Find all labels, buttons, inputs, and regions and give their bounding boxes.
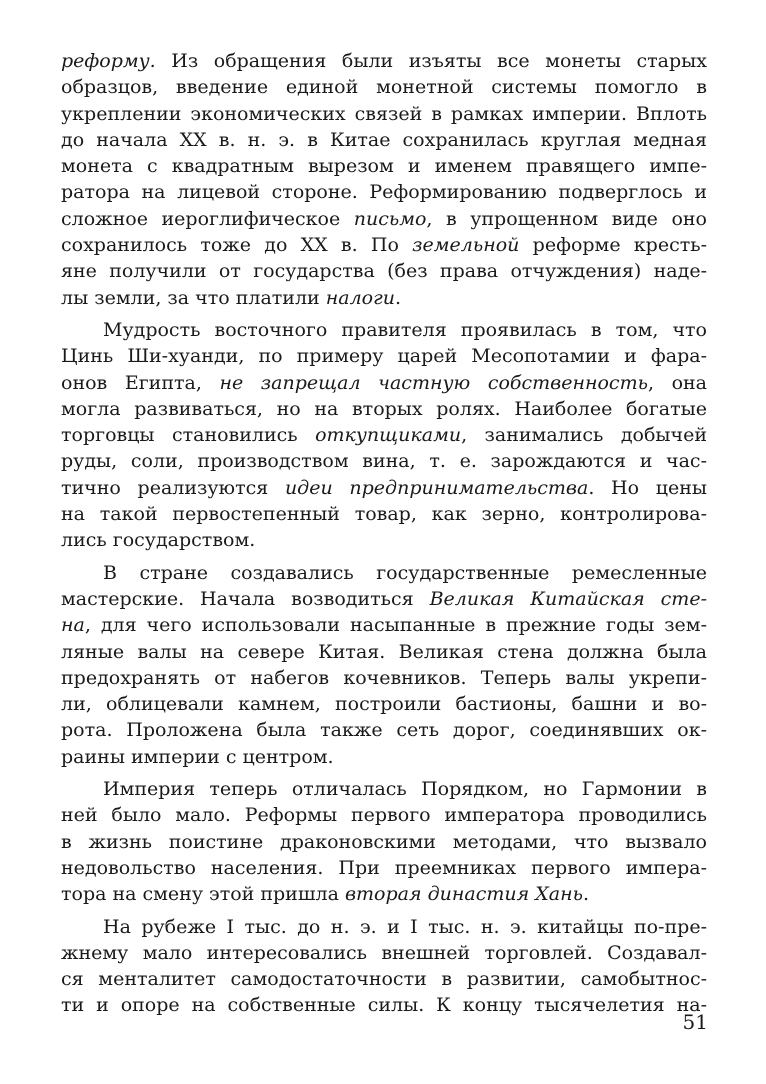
text-line: мастерские. Начала возводиться Великая Китайская сте- [61, 587, 707, 610]
text-line: жнему мало интересовались внешней торговлей. Создавал- [61, 941, 707, 964]
text-line: Империя теперь отличалась Порядком, но Гармонии в [103, 778, 707, 801]
text-line: торговцы становились откупщиками, занимались добычей [61, 424, 707, 447]
text-line: лы земли, за что платили налоги. [61, 286, 401, 309]
text-line: Мудрость восточного правителя проявилась в том, что [103, 318, 707, 341]
text-line: укреплении экономических связей в рамках империи. Вплоть [61, 102, 707, 125]
text-line: сохранилось тоже до XX в. По земельной реформе кресть- [61, 234, 707, 257]
text-line: до начала XX в. н. э. в Китае сохранилась круглая медная [61, 128, 707, 151]
text-line: предохранять от набегов кочевников. Теперь валы укрепи- [61, 666, 707, 689]
text-line: яне получили от государства (без права отчуждения) наде- [61, 260, 707, 283]
text-line: В стране создавались государственные ремесленные [103, 561, 707, 584]
text-line: лись государством. [61, 529, 256, 552]
text-line: раины империи с центром. [61, 745, 334, 768]
text-line: могла развиваться, но на вторых ролях. Наиболее богатые [61, 397, 707, 420]
text-line: монета с квадратным вырезом и именем правящего импе- [61, 155, 707, 178]
text-line: ней было мало. Реформы первого императора проводились [61, 804, 707, 827]
page-number: 51 [682, 1010, 708, 1034]
text-line: рота. Проложена была также сеть дорог, соединявших ок- [61, 719, 707, 742]
text-line: тора на смену этой пришла вторая династия Хань. [61, 883, 589, 906]
text-line: в жизнь поистине драконовскими методами, что вызвало [61, 830, 707, 853]
text-line: сложное иероглифическое письмо, в упрощенном виде оно [61, 207, 707, 230]
text-line: реформу. Из обращения были изъяты все монеты старых [61, 50, 707, 72]
page-body [61, 48, 707, 1019]
paragraph [61, 914, 707, 1019]
text-line: ли, облицевали камнем, построили бастионы, башни и во- [61, 693, 707, 716]
text-line: Цинь Ши-хуанди, по примеру царей Месопотамии и фара- [61, 345, 707, 368]
text-line: тично реализуются идеи предпринимательства. Но цены [61, 476, 707, 499]
text-line: ся менталитет самодостаточности в развитии, самобытнос- [61, 968, 707, 991]
text-line: ти и опоре на собственные силы. К концу тысячелетия на- [61, 994, 707, 1017]
text-line: образцов, введение единой монетной системы помогло в [61, 76, 707, 99]
paragraph [61, 48, 707, 311]
text-line: ратора на лицевой стороне. Реформированию подверглось и [61, 181, 707, 204]
text-line: На рубеже I тыс. до н. э. и I тыс. н. э. китайцы по-пре- [103, 915, 707, 938]
text-line: онов Египта, не запрещал частную собственность, она [61, 371, 707, 394]
text-line: на такой первостепенный товар, как зерно, контролирова- [61, 503, 707, 526]
text-line: на, для чего использовали насыпанные в прежние годы зем- [61, 614, 707, 637]
text-line: недовольство населения. При преемниках первого импера- [61, 856, 707, 879]
paragraph [61, 317, 707, 554]
paragraph [61, 560, 707, 770]
text-line: ляные валы на севере Китая. Великая стена должна была [61, 640, 707, 663]
paragraph [61, 776, 707, 907]
text-line: руды, соли, производством вина, т. е. зарождаются и час- [61, 450, 707, 473]
